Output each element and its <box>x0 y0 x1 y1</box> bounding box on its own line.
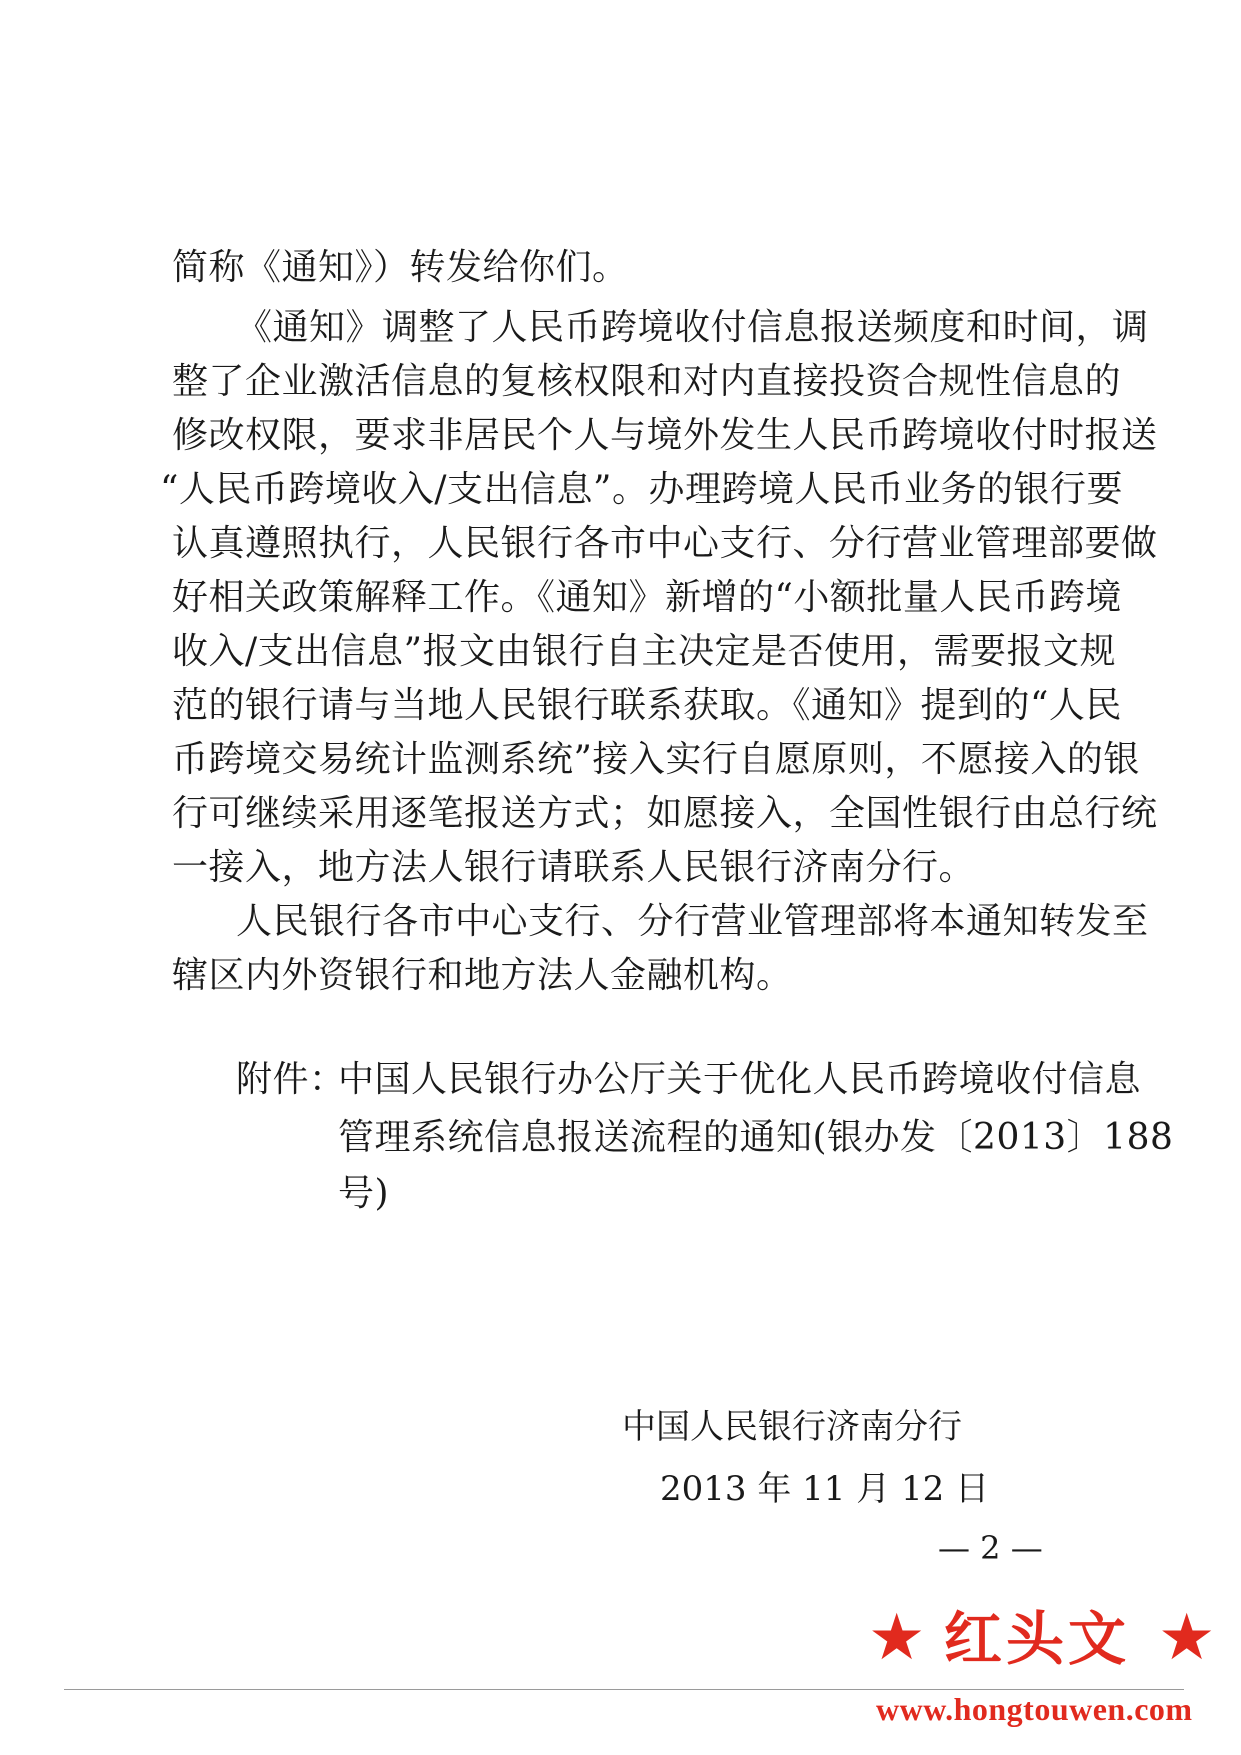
star-icon: ★ <box>868 1601 926 1675</box>
attachment-label: 附件： <box>236 1059 346 1100</box>
body-line: 范的银行请与当地人民银行联系获取。《通知》提到的“人民 <box>172 685 1122 726</box>
body-line: 修改权限，要求非居民个人与境外发生人民币跨境收付时报送 <box>172 415 1158 456</box>
attachment-line: 号) <box>338 1173 390 1214</box>
body-line: “人民币跨境收入/支出信息”。办理跨境人民币业务的银行要 <box>160 469 1123 510</box>
page-number: — 2 — <box>938 1529 1043 1567</box>
watermark-url: www.hongtouwen.com <box>876 1691 1193 1727</box>
body-line: 收入/支出信息”报文由银行自主决定是否使用，需要报文规 <box>172 631 1117 672</box>
issue-date: 2013 年 11 月 12 日 <box>660 1469 990 1509</box>
star-icon: ★ <box>1158 1601 1216 1675</box>
attachment-line: 中国人民银行办公厅关于优化人民币跨境收付信息 <box>338 1059 1142 1100</box>
body-line: 币跨境交易统计监测系统”接入实行自愿原则，不愿接入的银 <box>172 739 1140 780</box>
body-line: 辖区内外资银行和地方法人金融机构。 <box>172 955 793 996</box>
body-line: 《通知》调整了人民币跨境收付信息报送频度和时间，调 <box>236 307 1149 348</box>
body-line: 一接入，地方法人银行请联系人民银行济南分行。 <box>172 847 976 888</box>
body-line: 人民银行各市中心支行、分行营业管理部将本通知转发至 <box>236 901 1149 942</box>
attachment-line: 管理系统信息报送流程的通知(银办发〔2013〕188 <box>338 1117 1174 1158</box>
watermark-title: 红头文 <box>944 1605 1131 1673</box>
body-line: 简称《通知》）转发给你们。 <box>172 247 629 288</box>
body-line: 行可继续采用逐笔报送方式；如愿接入，全国性银行由总行统 <box>172 793 1158 834</box>
issuer-name: 中国人民银行济南分行 <box>622 1407 962 1447</box>
body-line: 好相关政策解释工作。《通知》新增的“小额批量人民币跨境 <box>172 577 1122 618</box>
watermark <box>868 1601 1228 1746</box>
body-line: 整了企业激活信息的复核权限和对内直接投资合规性信息的 <box>172 361 1122 402</box>
body-line: 认真遵照执行，人民银行各市中心支行、分行营业管理部要做 <box>172 523 1158 564</box>
